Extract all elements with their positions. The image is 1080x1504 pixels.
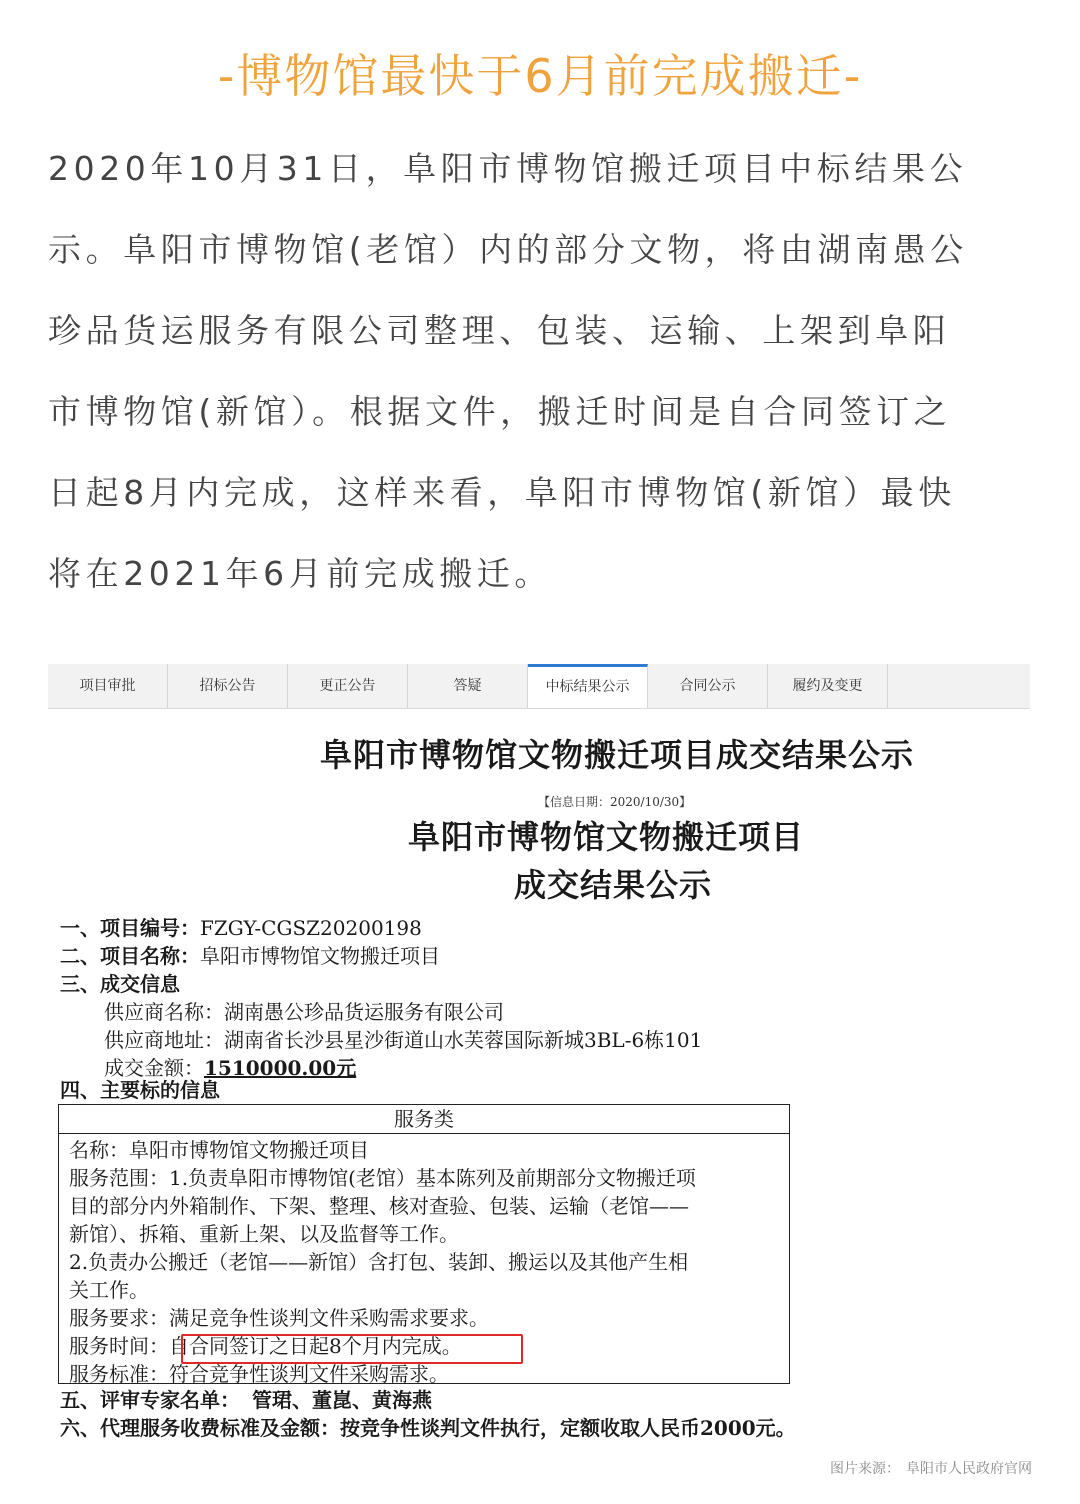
field-label: 供应商地址： [104,1028,224,1052]
doc-title-line1: 阜阳市博物馆文物搬迁项目 [408,818,805,856]
article-line: 示。阜阳市博物馆(老馆）内的部分文物，将由湖南愚公 [48,230,968,269]
doc-title-line2: 成交结果公示 [514,866,713,904]
article-line: 市博物馆(新馆）。根据文件，搬迁时间是自合同签订之 [48,392,952,431]
tab-contract-notice[interactable]: 合同公示 [648,664,768,708]
field-label: 成交金额： [104,1056,204,1080]
highlight-box [181,1334,523,1364]
article-line: 2020年10月31日，阜阳市博物馆搬迁项目中标结果公 [48,149,968,188]
article-line: 将在2021年6月前完成搬迁。 [48,554,552,593]
section-project-name [60,942,440,970]
project-number: FZGY-CGSZ20200198 [200,916,422,940]
service-line: 名称：阜阳市博物馆文物搬迁项目 [69,1138,369,1162]
section-label: 二、项目名称： [60,944,200,968]
service-line: 新馆）、拆箱、重新上架、以及监督等工作。 [69,1222,459,1246]
service-line: 2.负责办公搬迁（老馆——新馆）含打包、装卸、搬运以及其他产生相 [69,1250,689,1274]
section-label: 三、成交信息 [60,972,180,996]
section-agency-fee [60,1414,796,1442]
supplier-address: 湖南省长沙县星沙街道山水芙蓉国际新城3BL-6栋101 [224,1028,703,1052]
portal-screenshot [48,664,1030,1454]
tab-tender-notice[interactable]: 招标公告 [168,664,288,708]
section-deal-info [60,970,180,998]
credit-source: 阜阳市人民政府官网 [906,1461,1032,1477]
article-body [48,128,1038,614]
service-line: 服务范围：1.负责阜阳市博物馆(老馆）基本陈列及前期部分文物搬迁项 [69,1166,696,1190]
tab-correction-notice[interactable]: 更正公告 [288,664,408,708]
service-table [58,1104,790,1384]
tab-qa[interactable]: 答疑 [408,664,528,708]
field-label: 供应商名称： [104,1000,224,1024]
headline: -博物馆最快于6月前完成搬迁- [217,49,863,103]
tab-performance-change[interactable]: 履约及变更 [768,664,888,708]
section-main-subject [60,1076,220,1104]
page-title: 阜阳市博物馆文物搬迁项目成交结果公示 [320,736,915,774]
section-experts [60,1386,432,1414]
service-line: 目的部分内外箱制作、下架、整理、核对查验、包装、运输（老馆—— [69,1194,689,1218]
service-line: 关工作。 [69,1278,149,1302]
article-line: 珍品货运服务有限公司整理、包装、运输、上架到阜阳 [48,311,951,350]
agency-fee: 按竞争性谈判文件执行，定额收取人民币2000元。 [340,1416,796,1440]
info-date: 【信息日期：2020/10/30】 [538,795,692,809]
supplier-name-row [104,998,504,1026]
supplier-address-row [104,1026,702,1054]
section-label: 六、代理服务收费标准及金额： [60,1416,340,1440]
portal-tab-bar [48,664,1030,709]
service-table-header: 服务类 [59,1105,789,1134]
article-paragraph [48,128,1038,614]
section-label: 一、项目编号： [60,916,200,940]
tab-award-result[interactable]: 中标结果公示 [528,664,648,708]
deal-amount: 1510000.00元 [204,1056,357,1080]
section-label: 四、主要标的信息 [60,1078,220,1102]
section-label: 五、评审专家名单： [60,1388,240,1412]
credit-label: 图片来源： [830,1461,900,1477]
service-line: 服务标准：符合竞争性谈判文件采购需求。 [69,1362,449,1386]
supplier-name: 湖南愚公珍品货运服务有限公司 [224,1000,504,1024]
expert-names: 管珺、董崑、黄海燕 [252,1388,432,1412]
image-credit [824,1458,1032,1478]
tab-project-approval[interactable]: 项目审批 [48,664,168,708]
project-name: 阜阳市博物馆文物搬迁项目 [200,944,440,968]
service-line: 服务要求：满足竞争性谈判文件采购需求要求。 [69,1306,489,1330]
section-project-number [60,914,422,942]
service-time-line: 服务时间：自合同签订之日起8个月内完成。 [69,1334,462,1358]
article-line: 日起8月内完成，这样来看，阜阳市博物馆(新馆）最快 [48,473,956,512]
